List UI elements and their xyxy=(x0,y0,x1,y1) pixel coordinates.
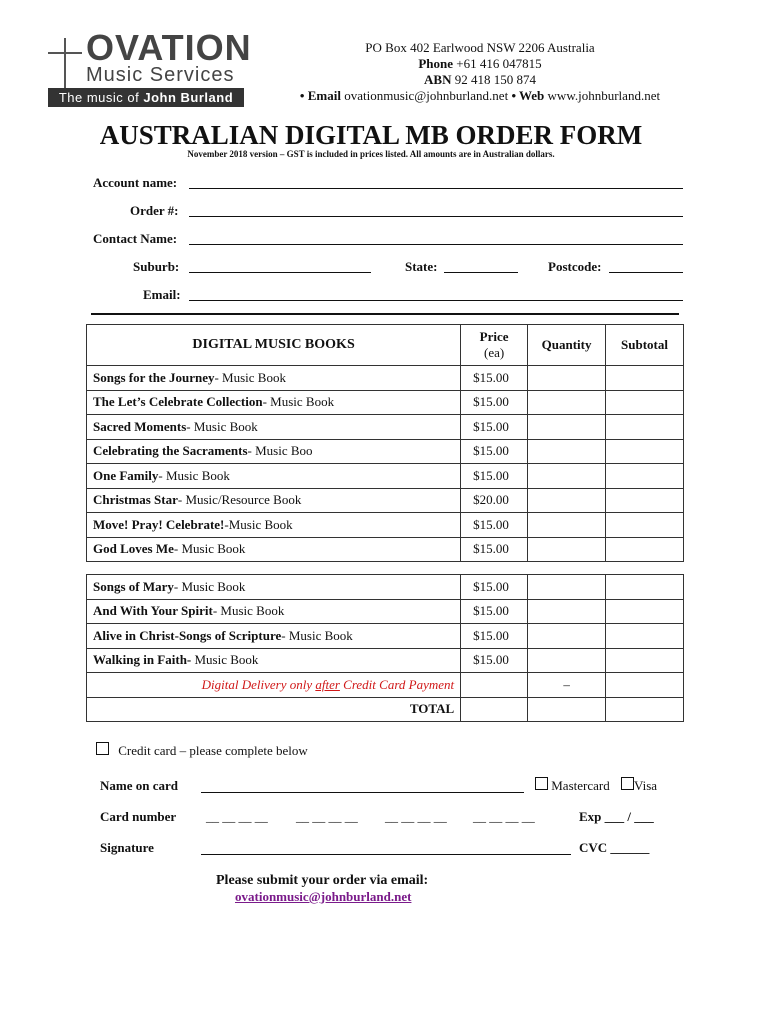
header-abn: ABN 92 418 150 874 xyxy=(424,72,536,87)
table-header xyxy=(87,325,684,366)
book-title: Songs of Mary- Music Book xyxy=(87,575,461,600)
subtotal-cell[interactable] xyxy=(606,439,684,464)
table-row xyxy=(87,464,684,489)
header-web-link[interactable]: www.johnburland.net xyxy=(547,88,661,103)
book-title: Celebrating the Sacraments- Music Boo xyxy=(87,439,461,464)
card-number-group-1[interactable]: __ __ __ __ xyxy=(206,809,268,824)
book-title: Move! Pray! Celebrate!-Music Book xyxy=(87,513,461,538)
book-price: $15.00 xyxy=(461,513,528,538)
table-row xyxy=(87,366,684,391)
table-row xyxy=(87,624,684,649)
delivery-note: Digital Delivery only after Credit Card Payment xyxy=(87,673,461,698)
signature-field[interactable] xyxy=(201,854,571,855)
quantity-cell[interactable] xyxy=(528,648,606,673)
signature-label: Signature xyxy=(100,840,154,855)
quantity-cell[interactable] xyxy=(528,513,606,538)
credit-card-option xyxy=(96,742,308,759)
card-number-group-4[interactable]: __ __ __ __ xyxy=(473,809,535,824)
suburb-field[interactable] xyxy=(189,272,371,273)
order-field[interactable] xyxy=(189,216,683,217)
account-name-label: Account name: xyxy=(93,175,178,190)
name-on-card-field[interactable] xyxy=(201,792,524,793)
col-subtotal-header: Subtotal xyxy=(606,325,684,366)
mastercard-label: Mastercard xyxy=(551,778,610,793)
table-row xyxy=(87,488,684,513)
quantity-cell[interactable] xyxy=(528,488,606,513)
table-row xyxy=(87,439,684,464)
table-row xyxy=(87,648,684,673)
table-row xyxy=(87,575,684,600)
book-price: $15.00 xyxy=(461,390,528,415)
total-row xyxy=(87,697,684,722)
group-spacer xyxy=(87,562,684,575)
section-divider xyxy=(91,313,679,315)
name-on-card-label: Name on card xyxy=(100,778,178,793)
quantity-cell[interactable] xyxy=(528,537,606,562)
visa-label: Visa xyxy=(633,778,658,793)
total-label: TOTAL xyxy=(87,697,461,722)
book-title: And With Your Spirit- Music Book xyxy=(87,599,461,624)
book-title: Walking in Faith- Music Book xyxy=(87,648,461,673)
subtotal-cell[interactable] xyxy=(606,648,684,673)
quantity-cell[interactable] xyxy=(528,439,606,464)
col-books-header: DIGITAL MUSIC BOOKS xyxy=(87,325,461,366)
book-title: Sacred Moments- Music Book xyxy=(87,415,461,440)
subtotal-cell[interactable] xyxy=(606,390,684,415)
subtotal-cell[interactable] xyxy=(606,575,684,600)
postcode-field[interactable] xyxy=(609,272,683,273)
submit-email-link[interactable]: ovationmusic@johnburland.net xyxy=(235,889,412,904)
suburb-label: Suburb: xyxy=(133,259,180,274)
book-title: The Let’s Celebrate Collection- Music Book xyxy=(87,390,461,415)
logo-subtitle: Music Services xyxy=(86,64,235,86)
email-label: Email: xyxy=(143,287,181,302)
mastercard-checkbox[interactable] xyxy=(535,777,548,790)
order-table xyxy=(86,324,684,722)
total-subtotal-cell[interactable] xyxy=(606,697,684,722)
credit-card-checkbox[interactable] xyxy=(96,742,109,755)
quantity-cell[interactable] xyxy=(528,415,606,440)
quantity-cell[interactable] xyxy=(528,599,606,624)
total-qty-cell[interactable] xyxy=(528,697,606,722)
header-address: PO Box 402 Earlwood NSW 2206 Australia xyxy=(365,40,595,55)
subtotal-cell[interactable] xyxy=(606,537,684,562)
subtotal-cell[interactable] xyxy=(606,488,684,513)
subtotal-cell[interactable] xyxy=(606,415,684,440)
email-field[interactable] xyxy=(189,300,683,301)
state-field[interactable] xyxy=(444,272,518,273)
subtotal-cell[interactable] xyxy=(606,624,684,649)
book-title: Christmas Star- Music/Resource Book xyxy=(87,488,461,513)
delivery-qty: – xyxy=(528,673,606,698)
cvc-field[interactable]: CVC ______ xyxy=(579,840,650,855)
book-price: $15.00 xyxy=(461,439,528,464)
contact-name-field[interactable] xyxy=(189,244,683,245)
exp-field[interactable]: Exp ___ / ___ xyxy=(579,809,654,824)
col-quantity-header: Quantity xyxy=(528,325,606,366)
delivery-row xyxy=(87,673,684,698)
quantity-cell[interactable] xyxy=(528,390,606,415)
subtotal-cell[interactable] xyxy=(606,366,684,391)
book-title: God Loves Me- Music Book xyxy=(87,537,461,562)
logo-title: OVATION xyxy=(86,27,252,68)
book-price: $20.00 xyxy=(461,488,528,513)
header-email-web: • Email ovationmusic@johnburland.net • Web www.johnburland.net xyxy=(299,88,661,103)
header-email-link[interactable]: ovationmusic@johnburland.net xyxy=(344,88,509,103)
form-subtitle: November 2018 version – GST is included in prices listed. All amounts are in Australian dollars. xyxy=(187,149,555,159)
book-price: $15.00 xyxy=(461,648,528,673)
postcode-label: Postcode: xyxy=(548,259,602,274)
book-title: Alive in Christ-Songs of Scripture- Music Book xyxy=(87,624,461,649)
header-phone: Phone +61 416 047815 xyxy=(418,56,542,71)
book-price: $15.00 xyxy=(461,575,528,600)
order-label: Order #: xyxy=(130,203,179,218)
book-price: $15.00 xyxy=(461,415,528,440)
quantity-cell[interactable] xyxy=(528,575,606,600)
book-price: $15.00 xyxy=(461,624,528,649)
subtotal-cell[interactable] xyxy=(606,464,684,489)
contact-name-label: Contact Name: xyxy=(93,231,178,246)
card-type-options xyxy=(535,777,657,794)
book-price: $15.00 xyxy=(461,366,528,391)
table-row xyxy=(87,513,684,538)
quantity-cell[interactable] xyxy=(528,366,606,391)
subtotal-cell[interactable] xyxy=(606,599,684,624)
table-row xyxy=(87,537,684,562)
submit-instruction: Please submit your order via email: xyxy=(216,873,429,888)
account-name-field[interactable] xyxy=(189,188,683,189)
logo-cross-bar xyxy=(48,52,82,54)
book-title: Songs for the Journey- Music Book xyxy=(87,366,461,391)
logo-tagline: The music of John Burland xyxy=(48,88,244,107)
visa-checkbox[interactable] xyxy=(621,777,634,790)
table-row xyxy=(87,599,684,624)
quantity-cell[interactable] xyxy=(528,624,606,649)
table-row xyxy=(87,415,684,440)
credit-card-label: Credit card – please complete below xyxy=(118,743,308,758)
book-title: One Family- Music Book xyxy=(87,464,461,489)
book-price: $15.00 xyxy=(461,537,528,562)
book-price: $15.00 xyxy=(461,599,528,624)
subtotal-cell[interactable] xyxy=(606,513,684,538)
form-title: AUSTRALIAN DIGITAL MB ORDER FORM xyxy=(99,120,643,150)
table-row xyxy=(87,390,684,415)
card-number-group-3[interactable]: __ __ __ __ xyxy=(385,809,447,824)
card-number-label: Card number xyxy=(100,809,177,824)
card-number-group-2[interactable]: __ __ __ __ xyxy=(296,809,358,824)
quantity-cell[interactable] xyxy=(528,464,606,489)
col-price-header: Price (ea) xyxy=(461,325,528,366)
book-price: $15.00 xyxy=(461,464,528,489)
state-label: State: xyxy=(405,259,438,274)
